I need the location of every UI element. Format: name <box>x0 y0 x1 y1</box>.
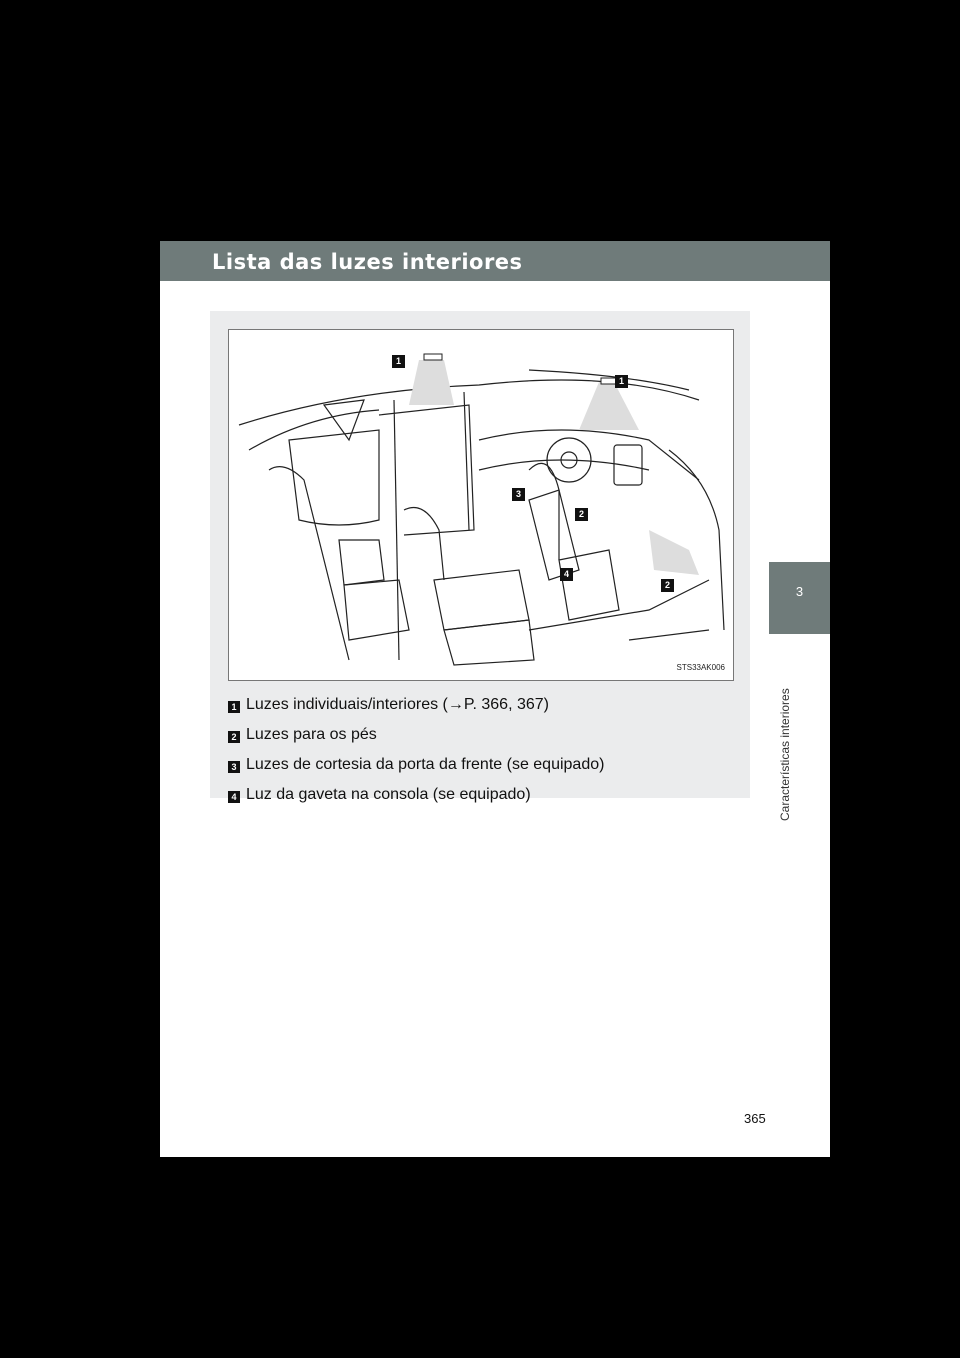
car-interior-drawing <box>229 330 733 680</box>
interior-illustration <box>228 329 734 681</box>
legend-item <box>228 786 738 812</box>
callout-2-center: 2 <box>575 508 588 521</box>
chapter-number: 3 <box>795 584 804 599</box>
callout-1-right: 1 <box>615 375 628 388</box>
legend-badge: 3 <box>228 761 240 773</box>
legend-text: Luz da gaveta na consola (se equipado) <box>246 786 531 803</box>
chapter-label: Características interiores <box>778 688 792 821</box>
callout-3: 3 <box>512 488 525 501</box>
callout-1-left: 1 <box>392 355 405 368</box>
callout-2-right: 2 <box>661 579 674 592</box>
legend-item <box>228 696 738 722</box>
legend-item <box>228 726 738 752</box>
manual-page <box>160 241 830 1157</box>
page-number: 365 <box>744 1111 766 1126</box>
legend-list <box>228 696 738 816</box>
callout-4: 4 <box>560 568 573 581</box>
legend-text: Luzes individuais/interiores (→P. 366, 367) <box>246 696 549 713</box>
legend-badge: 2 <box>228 731 240 743</box>
legend-item <box>228 756 738 782</box>
content-box <box>210 311 750 803</box>
legend-text: Luzes para os pés <box>246 726 377 743</box>
figure-code: STS33AK006 <box>676 663 725 672</box>
chapter-tab <box>769 562 830 634</box>
legend-badge: 1 <box>228 701 240 713</box>
section-header <box>160 241 830 281</box>
legend-badge: 4 <box>228 791 240 803</box>
legend-text: Luzes de cortesia da porta da frente (se equipado) <box>246 756 605 773</box>
section-title: Lista das luzes interiores <box>212 250 523 274</box>
